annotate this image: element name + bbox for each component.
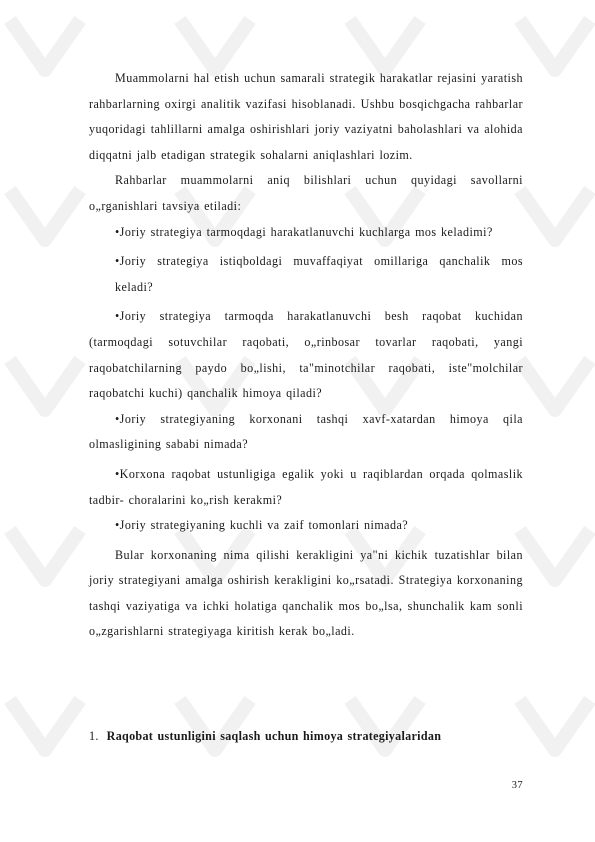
paragraph-questions-intro: Rahbarlar muammolarni aniq bilishlari uchun quyidagi savollarni o„rganishlari tavsiya etiladi: [89,173,523,213]
bullet-item-2: •Joriy strategiya istiqboldagi muvaffaqiyat omillariga qanchalik mos keladi? [115,254,523,294]
bullet-item-1: •Joriy strategiya tarmoqdagi harakatlanuvchi kuchlarga mos keladimi? [115,224,493,239]
bullet-item-5: •Korxona raqobat ustunligiga egalik yoki u raqiblardan orqada qolmaslik tadbir- choralarini ko„rish kerakmi? [89,466,523,507]
section-heading [89,724,441,750]
bullet-item-4: •Joriy strategiyaning korxonani tashqi xavf-xatardan himoya qila olmasligining sababi nimada? [89,411,523,452]
section-title: Raqobat ustunligini saqlash uchun himoya strategiyalaridan [106,729,442,743]
body-text [89,66,523,645]
section-number: 1. [89,729,99,743]
page-number: 37 [511,780,523,791]
bullet-item-3: •Joriy strategiya tarmoqda harakatlanuvchi besh raqobat kuchidan (tarmoqdagi sotuvchilar raqobati, o„rinbosar tovarlar raqobati, yangi raqobatchilarning paydo bo„lishi, ta"minotchilar raqobati, iste"molchilar raqobatchi kuchi) qanchalik himoya qiladi? [89,309,523,401]
paragraph-conclusion: Bular korxonaning nima qilishi kerakligini ya"ni kichik tuzatishlar bilan joriy strategiyani amalga oshirish kerakligini ko„rsatadi. Strategiya korxonaning tashqi vaziyatiga va ichki holatiga qanchalik mos bo„lsa, shunchalik kam sonli o„zgarishlarni strategiyaga kiritish kerak bo„ladi. [89,547,523,639]
bullet-item-6: •Joriy strategiyaning kuchli va zaif tomonlari nimada? [115,518,409,533]
paragraph-intro: Muammolarni hal etish uchun samarali strategik harakatlar rejasini yaratish rahbarlarning oxirgi analitik vazifasi hisoblanadi. Ushbu bosqichgacha rahbarlar yuqoridagi tahlillarni amalga oshirishlari joriy vaziyatni baholashlari va alohida diqqatni jalb etadigan strategik sohalarni aniqlashlari lozim. [89,71,523,162]
